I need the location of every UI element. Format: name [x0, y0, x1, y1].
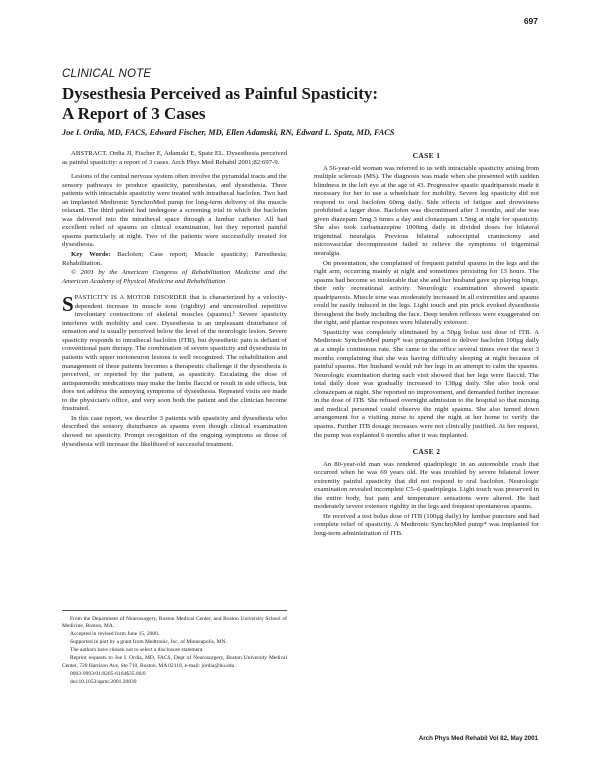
- keywords: [62, 251, 287, 268]
- title-line-2: A Report of 3 Cases: [62, 104, 206, 123]
- page-number: 697: [523, 16, 538, 26]
- section-label: CLINICAL NOTE: [62, 68, 152, 80]
- abstract-citation: ABSTRACT. Ordia JI, Fischer E, Adamski E, Spatz EL. Dysesthesia perceived as painful spasticity: a report of 3 cases. Arch Phys Med Rehabil 2001;82:697-9.: [62, 150, 287, 166]
- drop-cap: S: [62, 292, 74, 317]
- copyright-notice: © 2001 by the American Congress of Rehabilitation Medicine and the American Academy of Physical Medicine and Rehabilitation: [62, 269, 287, 285]
- footnote-support: Supported in part by a grant from Medtronic, Inc, of Minneapolis, MN.: [70, 639, 227, 646]
- journal-footer: Arch Phys Med Rehabil Vol 82, May 2001: [418, 735, 538, 742]
- case-1-paragraph-1: A 56-year-old woman was referred to us with intractable spasticity arising from multiple sclerosis (MS). The diagnosis was made when she presented with sudden blindness in the left eye at the age of 43. Progressive spastic quadriparesis made it necessary for her to use a wheelchair for mobility. Severe leg spasticity did not respond to oral baclofen 60mg daily. Side effects of fatigue and drowsiness prohibited a larger dose. Baclofen was discontinued after 3 months, and she was given diazepam 5mg 3 times a day and clonazepam 1.5mg at night for spasticity. She also took carbamazepine 1000mg daily in divided doses for bilateral trigeminal neuralgia. Previous bilateral suboccipital craniectomy and microvascular decompression failed to relieve the symptoms of trigeminal neuralgia.: [314, 164, 539, 258]
- abstract-body: Lesions of the central nervous system often involve the pyramidal tracts and the sensory pathways to produce spasticity, paresthesias, and dysesthesia. Three patients with intractable spasticity were treated with intrathecal baclofen. Two had an implanted Medtronic SynchroMed pump for long-term delivery of the muscle relaxant. The third patient had undergone a screening trial in which the baclofen was delivered into the intrathecal space through a lumbar catheter. All had excellent relief of spasms on clinical examination, but they reported painful spasms particularly at night. Two of the patients were successfully treated for dysesthesia.: [62, 173, 287, 249]
- keywords-list: Baclofen; Case report; Muscle spasticity; Paresthesia; Rehabilitation.: [62, 251, 287, 267]
- article-title: [62, 84, 542, 124]
- footnote-reprints: Reprint requests to Joe I. Ordia, MD, FACS, Dept of Neurosurgery, Boston University Medical Center, 720 Harrison Ave, Ste 710, Boston, MA 02118, e-mail: jordia@bu.edu.: [62, 655, 287, 669]
- intro-paragraph-2: In this case report, we describe 3 patients with spasticity and dysesthesia who described the sensory disturbance as spasms even though clinical examination showed no spasticity. Prompt recognition of the ongoing symptoms as those of dysesthesia will increase the likelihood of successful treatment.: [62, 414, 287, 448]
- footnote-affiliation: From the Department of Neurosurgery, Boston Medical Center, and Boston University School of Medicine, Boston, MA.: [62, 616, 287, 630]
- case-2-paragraph-1: An 80-year-old man was rendered quadriplegic in an automobile crash that occurred when he was 69 years old. He was troubled by severe bilateral lower extremity painful spasticity that did not respond to oral baclofen. Neurologic examination revealed incomplete C5–6 quadriplegia. Light touch was preserved in the entire body, but pain and temperature sensations were altered. He had moderately severe extensor rigidity in the legs and frequent spontaneous spasms.: [314, 460, 539, 511]
- title-line-1: Dysesthesia Perceived as Painful Spasticity:: [62, 84, 379, 103]
- intro-lead-words: PASTICITY IS A MOTOR DISORDER: [74, 294, 187, 302]
- footnote-doi: doi:10.1053/apmr.2001.20839: [70, 678, 137, 685]
- case-2-paragraph-2: He received a test bolus dose of ITB (100μg daily) by lumbar puncture and had complete relief of spasticity. A Medtronic SynchroMed pump* was implanted for long-term administration of ITB.: [314, 512, 539, 537]
- footnote-conflict: The authors have chosen not to select a disclosure statement.: [70, 647, 204, 654]
- keywords-label: Key Words:: [71, 251, 111, 259]
- author-list: Joe I. Ordia, MD, FACS, Edward Fischer, MD, Ellen Adamski, RN, Edward L. Spatz, MD, FACS: [62, 128, 395, 137]
- intro-paragraph-1: [62, 294, 287, 414]
- case-1-paragraph-2: On presentation, she complained of frequent painful spasms in the legs and the right arm, occurring mainly at night and sometimes persisting for 13 hours. The spasms had become so intolerable that she and her husband gave up playing bingo, their only recreational activity. Neurologic examination showed spastic quadriparesis. Muscle tone was moderately increased in all extremities and spasms could be easily induced in the legs. Light touch and pin prick evoked dysesthesia throughout the body including the face. Deep tendon reflexes were exaggerated on the right, and plantar responses were bilaterally extensor.: [314, 259, 539, 327]
- left-column: [62, 150, 287, 450]
- footnotes: [62, 610, 287, 687]
- footnote-issn: 0003-9993/01/8205-6164$35.00/0: [70, 670, 146, 677]
- case-1-heading: CASE 1: [412, 151, 441, 160]
- right-column: [314, 150, 539, 540]
- intro-text-1: that is characterized by a velocity-dependent increase in muscle tone (rigidity) and uncontrolled repetitive involuntary contractions of skeletal muscles (spasms).¹ Severe spasticity interferes with mobility and care. Dysesthesia is an unpleasant disturbance of sensation and is usually perceived below the level of the neurologic lesion. Severe spasticity responds to intrathecal baclofen (ITB), but dysesthetic pain is defiant of conventional pain therapy. The combination of severe spasticity and dysesthesia in patients with upper motoneuron lesions is well recognized. The rehabilitation and management of these patients becomes a therapeutic challenge if the dysesthesia is perceived, or reported by the patient, as spasticity. Escalating the dose of antispasmodic medications may make the limbs flaccid or result in side effects, but does not address the annoying symptoms of dysesthesia. Repeated visits are made to the physician's office, and very soon both the patient and the clinician become frustrated.: [62, 294, 287, 413]
- case-1-paragraph-3: Spasticity was completely eliminated by a 50μg bolus test dose of ITB. A Medtronic SynchroMed pump* was programmed to deliver baclofen 100μg daily at a simple continuous rate. She came to the office several times over the next 3 months complaining that she was having difficulty sleeping at night because of painful spasms. Her husband would rub her legs in an attempt to calm the spasms. Neurologic examination during each visit showed that her legs were flaccid. The total daily dose was gradually increased to 138μg daily. She also took oral clonazepam at night. She reported no improvement, and demanded further increase in the dose of ITB. She refused overnight admission to the hospital so that nursing and medical personnel could observe the night spasms. She also turned down arrangement for a visiting nurse to spend the night at her home to verify the spasms. Further ITB dosage increases were not clinically justified. At her request, the pump was explanted 6 months after it was implanted.: [314, 328, 539, 439]
- case-2-heading: CASE 2: [412, 447, 441, 457]
- footnote-accepted: Accepted in revised form June 15, 2000.: [70, 631, 160, 638]
